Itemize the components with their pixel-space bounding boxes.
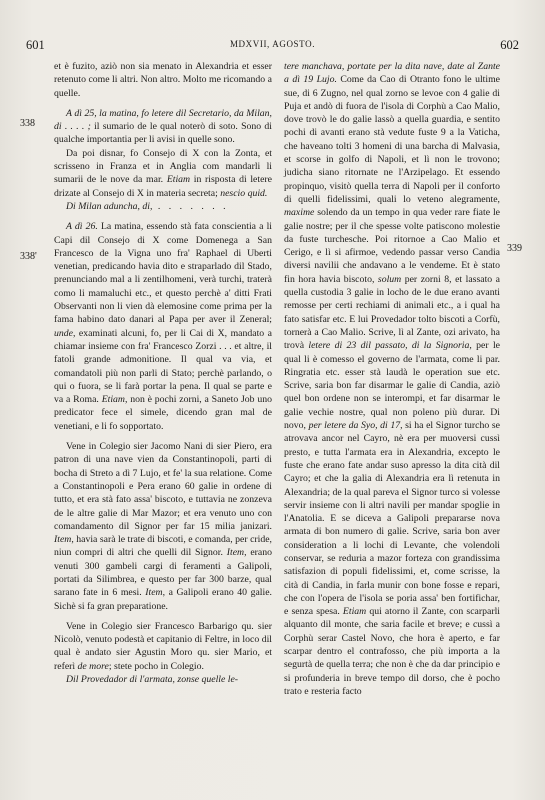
running-title: MDXVII, AGOSTO. [229,39,316,49]
paragraph [54,440,272,613]
paragraph-text: Vene in Colegio sier Francesco Barbarigo qu. sier Nicolò, venuto podestà et capitanio di Feltre, in loco dil qual è andato sier Agustin Moro qu. sier Mario, et referì [54,620,272,672]
left-column [54,60,272,686]
right-column [284,60,500,698]
page-number-right: 602 [500,38,519,52]
paragraph-text: il sumario de le qual noterò di soto. Sono di qualche importantia per li avisi in quelle sono. [54,121,272,146]
paragraph-text: solendo da un tempo in qua veder rare fiate le galie nostre; per il che spesse volte patiscono molestie da fuste turchesche. Poi ritornoe a Cao Malio et Cerigo, e lì si afirmoe, vedendo passar verso Candia diversi navilii che andavano a le vendeme. Et è stato fin hora havia biscoto, [284,207,500,285]
paragraph-text: Da poi disnar, fo Consejo di X con la Zonta, et scrisseno in Franza et in Anglia com mandarli li sumarii de le nove da mar. [54,147,272,186]
latin-term: Etiam [101,394,125,406]
margin-number-left-2: 338' [20,251,37,262]
paragraph-text: , examinati alcuni, fo, per li Cai di X, mandato a chiamar insieme con fra' Francesco Zorzi . . . et altre, il fatoli grande admonitione. Il qual va via, et comandatoli più non parli di Stato; perchè parlando, o qui o fuora, se li farà portar la pena. Il qual se parte e va a Roma. [54,327,272,406]
paragraph-text: La matina, essendo stà fata conscientia a li Capi dil Consejo di X come Domenega a San Francesco de la Vigna uno fra' Raphael di Uberti venetian, predicando havia dito e straparlado dil Stado, prenunciando mal a li zentilhomeni, verà turchi, traterà como li mamaluchi etc., et questo perchè a' ditti Frati Observanti non li vien dà elemosine come prima per la fama habino dato danari al Papa per aver il Zeneral; [54,221,272,326]
paragraph-text: qui atorno il Zante, con scarparli alquanto dil monte, che saria facile et breve; e cussì a Corphù serar Castel Novo, che hora è aperto, e far scarpar dentro el contrafosso, che più importa a la segurtà de quella terra; che non è che da dar principio e si profunderia in breve tempo dil dorso, che è pocho trato e resteria facto [284,606,500,697]
paragraph-text: per zorni 8, et lassato a quella custodia 3 galie in locho de le due erano avanti remosse per certi rechiami di animali etc., a i qual ha fato satisfar etc. E lui Provedador tolto biscoti a Corfù, tornerà a Cao Malio. Scrive, lì al Zante, ozi arivato, ha trovà [284,273,500,352]
section-heading: Di Milan aduncha, di, [66,200,153,212]
letter-reference: per letere da Syo, di 17 [308,420,401,432]
section-heading: Dil Provedador di l'armata, zonse quelle le- [66,674,239,686]
paragraph-text: in risposta di letere drizate al Consejo di X in materia secreta; [54,174,272,199]
entry-date: A dì 26. [66,221,98,233]
latin-term: Item [54,534,72,546]
latin-term: nescio quid. [220,187,268,199]
paragraph-text: , per le qual li è comesso el governo de l'armata, come li par. Ringratia etc. esser stà laudà le operation sue etc. Scrive, saria bon far disarmar le galie di Candia, aziò quel bon ordene non se interompi, et far disarmar le galie vechie nostre, qual non poleno più durar. Di novo, [284,340,500,432]
section-heading: tere manchava, portate per la dita nave, date al Zante a dì 19 Lujo. [284,61,500,86]
margin-number-left-1: 338 [20,118,35,129]
paragraph [54,147,272,200]
paragraph-text: , a Galipoli erano 40 galie. Sichè si fa gran preparatione. [54,587,272,612]
paragraph [54,220,272,433]
latin-term: Etiam [342,606,367,618]
latin-term: de more [77,660,109,672]
latin-term: Item [145,587,163,599]
latin-term: Etiam [166,174,191,186]
latin-term: Item [226,547,245,559]
latin-term: unde [54,327,73,339]
paragraph-text: , erano venuti 300 gambeli cargi di feramenti a Galipoli, portati da Silimbrea, e questo per far 300 barze, qual sarano fate in 6 mesi. [54,547,272,599]
latin-term: maxime [284,207,315,219]
paragraph-text: , si ha el Signor turcho se atrovava ancor nel Cayro, nè era per muoversi cussì presto, e tutta l'armata era in Alexandria, excepto le fuste che erano fate andar suso apresso la dita cità dil Cayro; et che la galia di Alexandria era lì retenuta in Alexandria; de la qual pareva el Signor turco si volesse servir insieme con li altri navili per mandar spoglie in l'Anatolia. E se diceva a Galipoli prepararse nova armata di bon numero di galie. Scrive, saria bon aver consideration a li lochi di Levante, che volendoli conservar, se reduria a mazor forteza con grandissima satisfazion di populi fidelissimi, et, come scrisse, la cità di Candia, in farla munir con bone fosse e repari, che con l'opera de l'isola se poria assa' ben fortifichar, e senza spesa. [284,420,500,618]
latin-term: solum [377,273,402,285]
letter-reference: letere di 23 dil passato, di la Signoria [308,340,470,352]
paragraph [54,200,272,213]
paragraph [54,620,272,673]
margin-number-right-1: 339 [507,243,522,254]
page-header [0,38,545,54]
paragraph [54,107,272,147]
entry-date: A dì 25, la matina, fo letere dil Secretario, da Milan, di . . . . ; [54,107,272,133]
paragraph-text: , non è pochi zorni, a Saneto Job uno predicator fece el simele, dicendo gran mal de venetiani, e li fo sopportato. [54,394,272,432]
paragraph [284,60,500,698]
paragraph-text: Come da Cao di Otranto fono le ultime sue, di 6 Zugno, nel qual zorno se levoe con 4 galie di Puja et andò di fuora de l'isola di Corphù a Cao Malio, dove trovò le do galie lassò a quella guardia, e sentito pochi di avanti erano stà vedute fuste 9 a la Vaticha, che haveano tolti 3 homeni di una barcha di Malvasia, et scorse in golfo di Napoli, et lì non le trovono; judicha siano ritornate ne l'Arzipelago. Et essendo propinquo, visitò quella terra di Napoli per il conforto di quelli fidelissimi, quali lo veteno alegramente, [284,74,501,205]
paragraph-text: ; stete pocho in Colegio. [108,660,204,672]
paragraph: et è fuzito, aziò non sia menato in Alexandria et esser retenuto come li altri. Non altro. Molto me ricomando a quelle. [54,61,272,99]
ellipsis: . . . . . . . [152,200,229,212]
page-number-left: 601 [26,38,45,52]
paragraph [54,673,272,686]
paragraph-text: , havia sarà le trate di biscoti, e comanda, per cride, niun compri di altri che quelli dil Signor. [54,534,272,559]
paragraph-text: Vene in Colegio sier Jacomo Nani di sier Piero, era patron di una nave vien da Constantinopoli, parti di bocha di Streto a dì 7 Lujo, et fe' la sua relatione. Come a Constantinopoli e Pera erano 60 galie in ordene di tutto, et era stà fato assa' biscoto, e tuttavia ne zonzeva de le altre galie di Mar Mazor; et era venuto uno con comandamento dil Signor per far 15 milia janizari. [54,441,272,532]
